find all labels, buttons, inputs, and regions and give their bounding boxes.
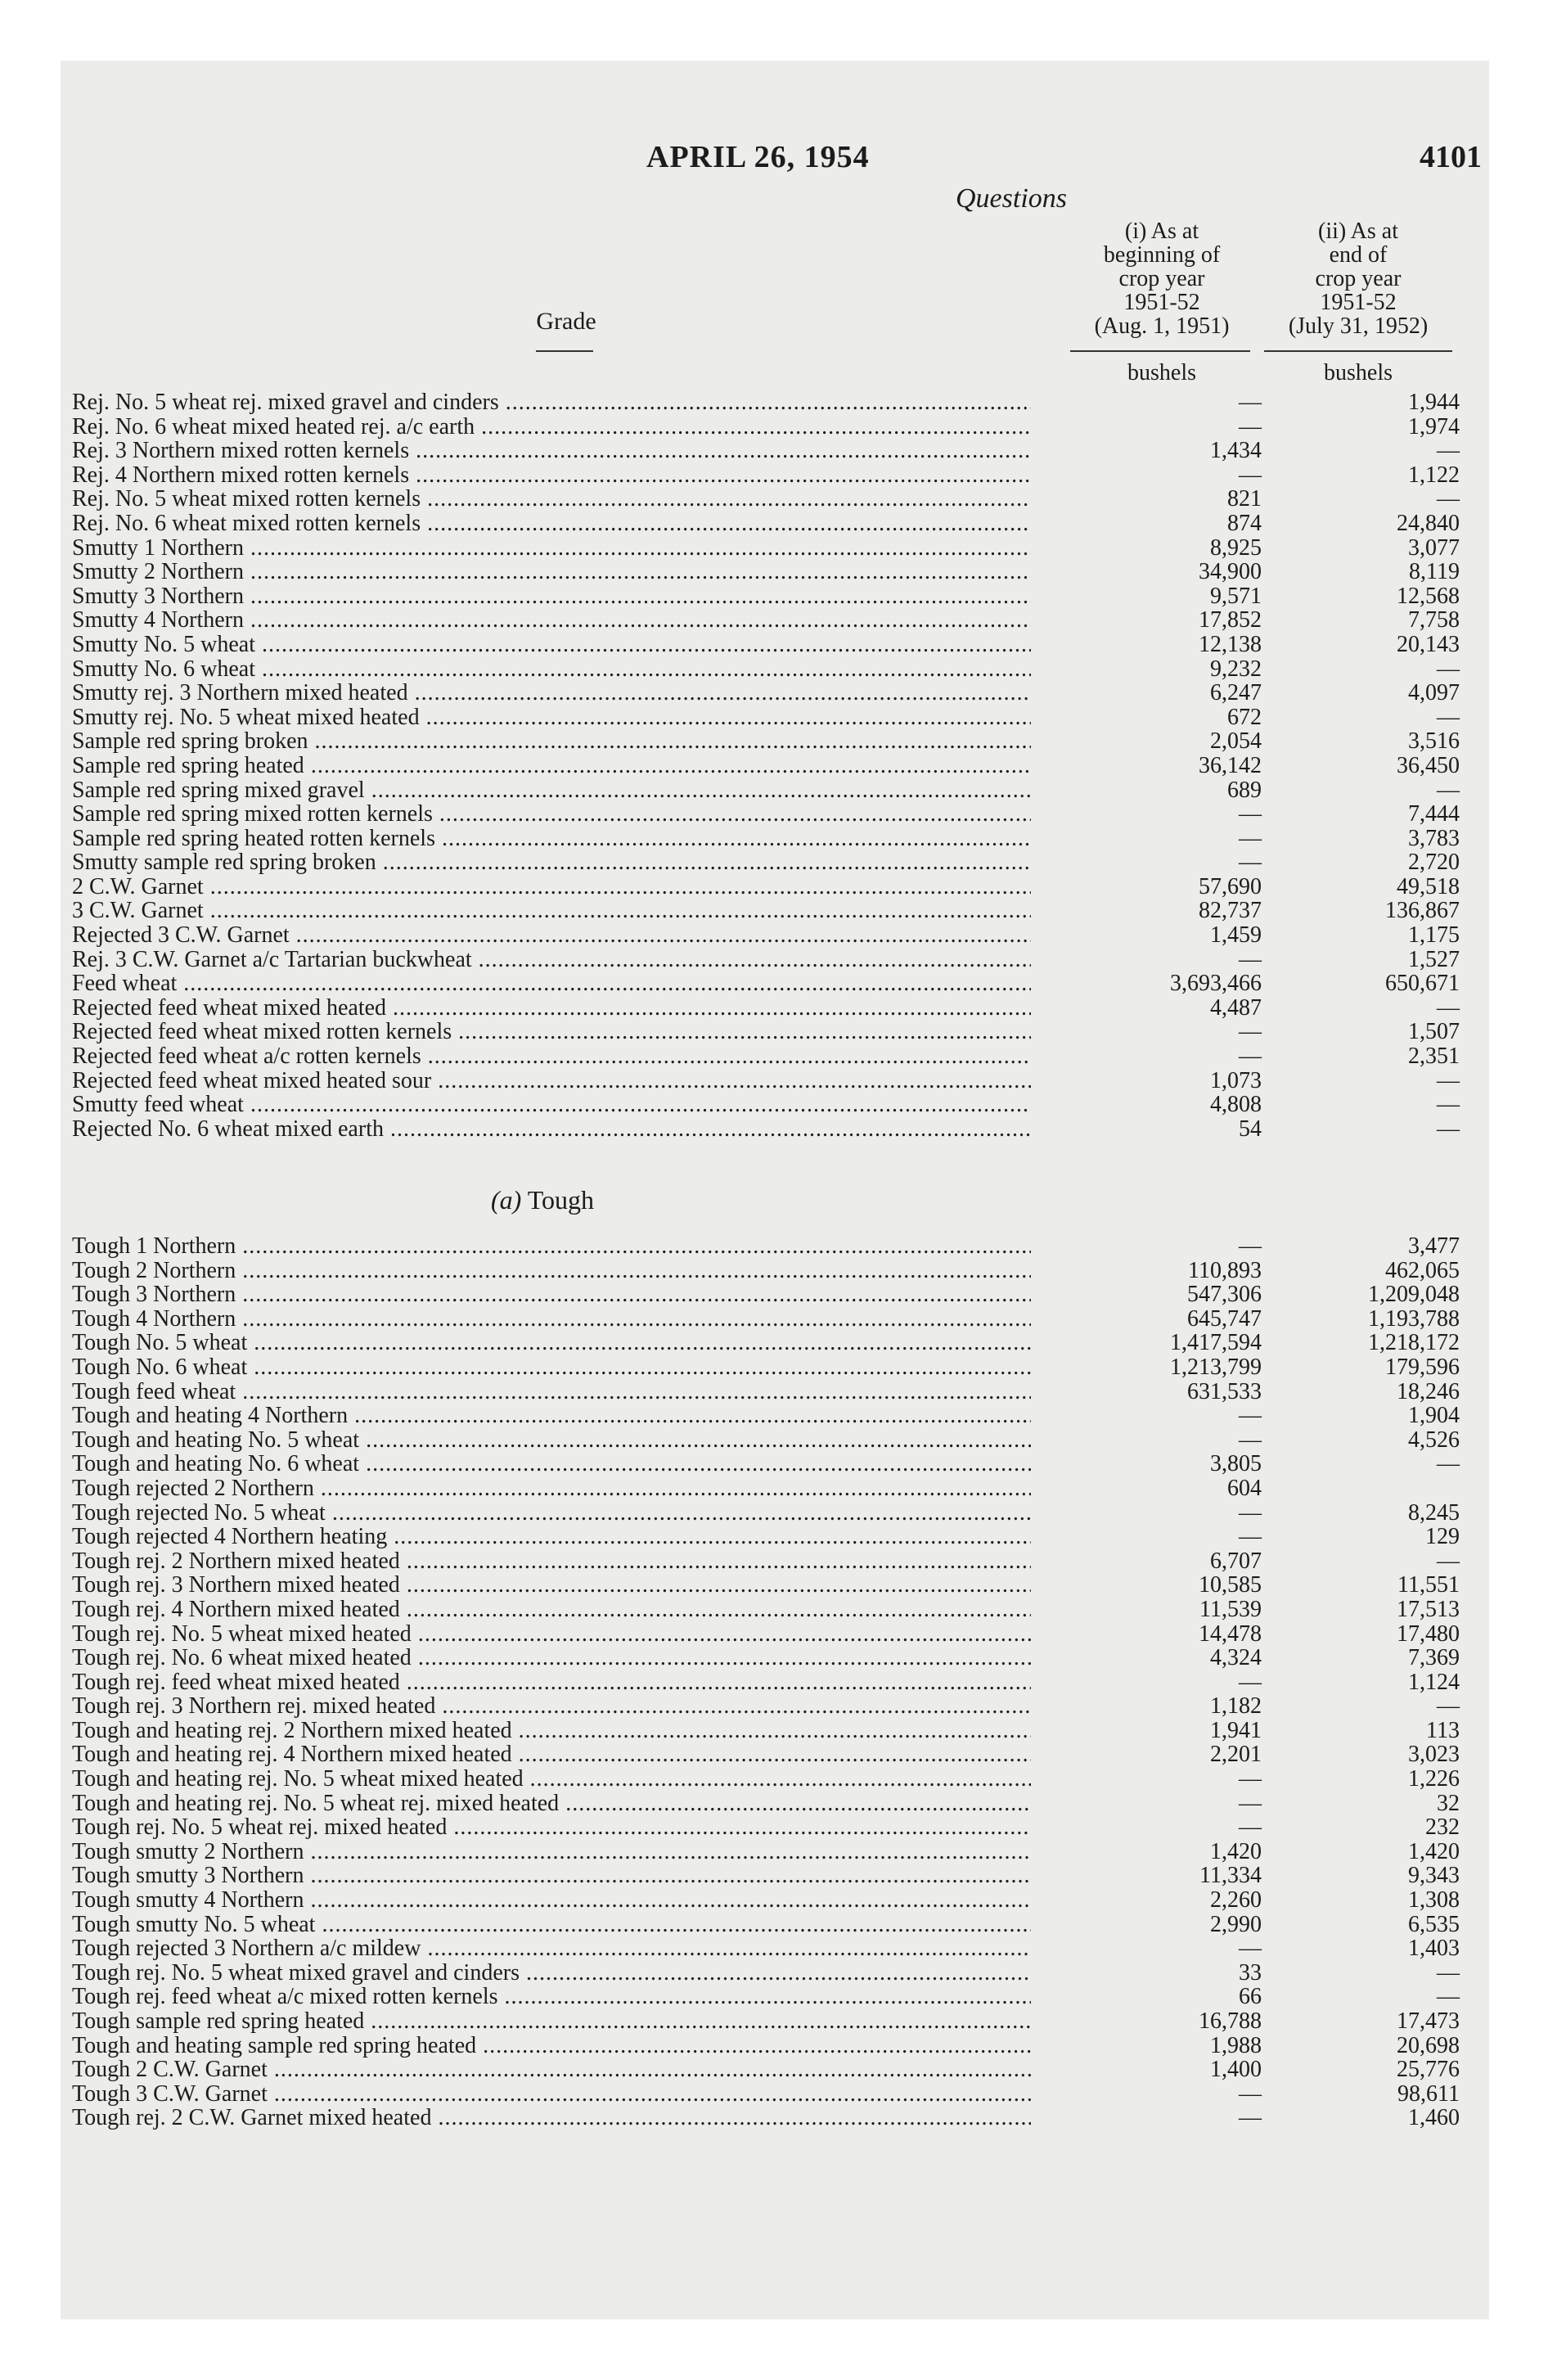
grade-cell: Sample red spring heated rotten kernels .....	[72, 827, 1031, 851]
table-row	[72, 439, 1487, 463]
table-row	[72, 1380, 1487, 1404]
beginning-bushels-cell: 1,417,594	[1170, 1330, 1262, 1356]
table-row	[72, 1573, 1487, 1598]
grade-cell: Tough rejected 4 Northern heating .....	[72, 1525, 1031, 1549]
grade-cell: Tough 1 Northern .....	[72, 1234, 1031, 1259]
end-bushels-cell: 32	[1437, 1790, 1460, 1816]
beginning-bushels-cell: 1,400	[1210, 2057, 1262, 2083]
table-row	[72, 1985, 1487, 2009]
beginning-bushels-cell: 33	[1239, 1959, 1262, 1986]
grade-cell: Rejected feed wheat mixed heated .....	[72, 996, 1031, 1021]
grade-cell: Tough rej. No. 5 wheat rej. mixed heated .....	[72, 1815, 1031, 1840]
end-bushels-cell: 2,351	[1408, 1044, 1460, 1070]
table-row	[72, 705, 1487, 730]
beginning-bushels-cell: 821	[1227, 486, 1262, 512]
grade-cell: Rejected feed wheat mixed rotten kernels .....	[72, 1020, 1031, 1044]
beginning-bushels-cell: 3,805	[1210, 1451, 1262, 1477]
end-bushels-cell: 24,840	[1397, 510, 1460, 536]
beginning-bushels-cell: —	[1239, 1019, 1262, 1045]
grade-cell: Tough and heating rej. 2 Northern mixed heated .....	[72, 1719, 1031, 1743]
beginning-bushels-cell: 645,747	[1187, 1305, 1262, 1332]
beginning-bushels-cell: 547,306	[1187, 1282, 1262, 1308]
end-bushels-cell: 98,611	[1397, 2080, 1460, 2107]
table-row	[72, 1234, 1487, 1259]
grade-cell: Tough rej. feed wheat mixed heated .....	[72, 1670, 1031, 1695]
end-bushels-cell: 4,097	[1408, 680, 1460, 706]
grade-cell: Tough smutty No. 5 wheat .....	[72, 1913, 1031, 1937]
table-row	[72, 948, 1487, 972]
end-bushels-cell: 1,944	[1408, 390, 1460, 415]
questions-title: Questions	[956, 183, 1067, 214]
end-bushels-cell: 18,246	[1397, 1378, 1460, 1404]
end-bushels-cell: 3,783	[1408, 825, 1460, 851]
end-bushels-cell: —	[1437, 1451, 1460, 1477]
end-bushels-cell: —	[1437, 704, 1460, 730]
end-bushels-cell: 1,507	[1408, 1019, 1460, 1045]
grade-cell: Rejected feed wheat mixed heated sour .....	[72, 1069, 1031, 1093]
end-bushels-cell: 1,209,048	[1368, 1282, 1460, 1308]
table-row	[72, 657, 1487, 682]
beginning-bushels-cell: 3,693,466	[1170, 971, 1262, 997]
grade-cell: Smutty 2 Northern .....	[72, 560, 1031, 584]
grade-column-header: Grade	[536, 308, 596, 335]
table-row	[72, 681, 1487, 705]
beginning-bushels-cell: —	[1239, 1524, 1262, 1550]
end-bushels-cell: 4,526	[1408, 1427, 1460, 1453]
col1-line5: (Aug. 1, 1951)	[1094, 313, 1230, 339]
grade-cell: Rejected feed wheat a/c rotten kernels .....	[72, 1044, 1031, 1069]
grade-cell: Rej. No. 5 wheat rej. mixed gravel and cinders .....	[72, 390, 1031, 415]
table-row	[72, 1961, 1487, 1986]
table-row	[72, 536, 1487, 561]
end-bushels-cell: —	[1437, 1548, 1460, 1574]
beginning-bushels-cell: 1,434	[1210, 438, 1262, 464]
grade-rule	[536, 350, 593, 352]
end-bushels-cell: 1,904	[1408, 1403, 1460, 1429]
end-bushels-cell: —	[1437, 777, 1460, 803]
end-bushels-cell: —	[1437, 1984, 1460, 2010]
beginning-bushels-cell: —	[1239, 801, 1262, 827]
end-bushels-cell: 3,516	[1408, 728, 1460, 755]
beginning-bushels-cell: —	[1239, 825, 1262, 851]
end-bushels-cell: 1,218,172	[1368, 1330, 1460, 1356]
beginning-bushels-cell: 874	[1227, 510, 1262, 536]
end-bushels-cell: 7,758	[1408, 607, 1460, 633]
grade-cell: Tough rejected No. 5 wheat .....	[72, 1501, 1031, 1526]
grade-cell: Tough rej. 3 Northern rej. mixed heated .....	[72, 1694, 1031, 1719]
beginning-bushels-cell: —	[1239, 946, 1262, 972]
grade-cell: Tough rej. 4 Northern mixed heated .....	[72, 1598, 1031, 1622]
beginning-bushels-cell: —	[1239, 1403, 1262, 1429]
beginning-bushels-cell: 66	[1239, 1984, 1262, 2010]
end-bushels-cell: 20,698	[1397, 2032, 1460, 2058]
table-row	[72, 2106, 1487, 2130]
table-row	[72, 1476, 1487, 1501]
table-row	[72, 1020, 1487, 1044]
grade-cell: Tough smutty 4 Northern .....	[72, 1888, 1031, 1913]
grade-cell: Smutty 1 Northern .....	[72, 536, 1031, 561]
beginning-bushels-cell: 12,138	[1199, 631, 1262, 657]
grade-cell: Tough and heating sample red spring heated .....	[72, 2034, 1031, 2058]
end-bushels-cell: 17,473	[1397, 2008, 1460, 2034]
table-row	[72, 512, 1487, 536]
table-row	[72, 802, 1487, 827]
grade-cell: Smutty feed wheat .....	[72, 1093, 1031, 1117]
table-row	[72, 487, 1487, 512]
col2-line1: (ii) As at	[1318, 219, 1398, 244]
table-row	[72, 584, 1487, 609]
tough-grade-table	[72, 1234, 1487, 2130]
grade-cell: Tough No. 5 wheat .....	[72, 1331, 1031, 1355]
table-row	[72, 2009, 1487, 2034]
grade-cell: Tough No. 6 wheat .....	[72, 1355, 1031, 1380]
grade-cell: Tough rej. 3 Northern mixed heated .....	[72, 1573, 1031, 1598]
grade-cell: Tough 3 Northern .....	[72, 1282, 1031, 1307]
beginning-bushels-cell: —	[1239, 1233, 1262, 1259]
beginning-bushels-cell: —	[1239, 850, 1262, 876]
page-number: 4101	[1420, 140, 1482, 174]
end-bushels-cell: —	[1437, 656, 1460, 682]
grade-cell: Smutty sample red spring broken .....	[72, 850, 1031, 875]
grade-cell: Rej. 3 C.W. Garnet a/c Tartarian buckwheat .....	[72, 948, 1031, 972]
beginning-bushels-cell: 34,900	[1199, 559, 1262, 585]
end-bushels-cell: 462,065	[1385, 1257, 1460, 1283]
beginning-bushels-cell: 631,533	[1187, 1378, 1262, 1404]
grade-cell: Tough 4 Northern .....	[72, 1307, 1031, 1332]
beginning-bushels-cell: —	[1239, 462, 1262, 488]
beginning-bushels-cell: 11,539	[1199, 1596, 1262, 1622]
table-row	[72, 1622, 1487, 1647]
beginning-bushels-cell: 6,707	[1210, 1548, 1262, 1574]
beginning-bushels-cell: 9,232	[1210, 656, 1262, 682]
beginning-bushels-cell: 11,334	[1199, 1863, 1262, 1889]
beginning-bushels-cell: 82,737	[1199, 898, 1262, 924]
table-row	[72, 633, 1487, 657]
beginning-bushels-cell: 1,182	[1210, 1693, 1262, 1720]
table-row	[72, 875, 1487, 899]
table-row	[72, 1840, 1487, 1864]
page-date: APRIL 26, 1954	[646, 140, 870, 174]
table-row	[72, 1742, 1487, 1767]
table-row	[72, 1282, 1487, 1307]
table-row	[72, 827, 1487, 851]
table-row	[72, 1646, 1487, 1670]
column-header-end	[1244, 219, 1473, 338]
beginning-bushels-cell: 1,941	[1210, 1717, 1262, 1743]
beginning-bushels-cell: 6,247	[1210, 680, 1262, 706]
beginning-bushels-cell: —	[1239, 1814, 1262, 1841]
tough-heading	[491, 1185, 594, 1215]
grade-cell: Smutty No. 6 wheat .....	[72, 657, 1031, 682]
grade-cell: Tough rej. feed wheat a/c mixed rotten kernels .....	[72, 1985, 1031, 2009]
end-bushels-cell: 1,193,788	[1368, 1305, 1460, 1332]
beginning-bushels-cell: 689	[1227, 777, 1262, 803]
grade-cell: Tough 2 C.W. Garnet .....	[72, 2058, 1031, 2082]
grade-cell: 3 C.W. Garnet .....	[72, 899, 1031, 923]
beginning-bushels-cell: 2,990	[1210, 1911, 1262, 1937]
table-row	[72, 850, 1487, 875]
tough-heading-text: Tough	[527, 1185, 595, 1215]
end-bushels-cell: 650,671	[1385, 971, 1460, 997]
beginning-bushels-cell: 57,690	[1199, 873, 1262, 899]
grade-cell: Sample red spring broken .....	[72, 729, 1031, 754]
col2-line5: (July 31, 1952)	[1288, 313, 1429, 339]
grade-cell: Tough sample red spring heated .....	[72, 2009, 1031, 2034]
table-row	[72, 1694, 1487, 1719]
table-row	[72, 1355, 1487, 1380]
grade-table	[72, 390, 1487, 1141]
beginning-bushels-cell: —	[1239, 1669, 1262, 1695]
grade-cell: Tough and heating rej. No. 5 wheat mixed heated .....	[72, 1767, 1031, 1792]
table-row	[72, 1719, 1487, 1743]
end-bushels-cell: 1,308	[1408, 1887, 1460, 1913]
grade-cell: Smutty rej. No. 5 wheat mixed heated .....	[72, 705, 1031, 730]
grade-cell: Tough 2 Northern .....	[72, 1259, 1031, 1283]
table-row	[72, 1307, 1487, 1332]
col1-line1: (i) As at	[1124, 219, 1199, 244]
grade-cell: Rej. No. 6 wheat mixed rotten kernels .....	[72, 512, 1031, 536]
end-bushels-cell: 8,119	[1409, 559, 1460, 585]
end-bushels-cell: —	[1437, 994, 1460, 1021]
table-row	[72, 923, 1487, 948]
table-row	[72, 1404, 1487, 1428]
beginning-bushels-cell: 14,478	[1199, 1620, 1262, 1647]
table-row	[72, 1044, 1487, 1069]
end-bushels-cell: 7,444	[1408, 801, 1460, 827]
table-row	[72, 1767, 1487, 1792]
end-bushels-cell: 6,535	[1408, 1911, 1460, 1937]
end-bushels-cell: 49,518	[1397, 873, 1460, 899]
beginning-bushels-cell: —	[1239, 1499, 1262, 1526]
end-bushels-cell: 1,124	[1408, 1669, 1460, 1695]
table-row	[72, 1452, 1487, 1476]
beginning-bushels-cell: 1,420	[1210, 1838, 1262, 1864]
grade-cell: Rej. 3 Northern mixed rotten kernels .....	[72, 439, 1031, 463]
grade-cell: Tough rej. No. 5 wheat mixed gravel and cinders .....	[72, 1961, 1031, 1986]
beginning-bushels-cell: —	[1239, 2080, 1262, 2107]
col2-rule	[1264, 350, 1452, 352]
end-bushels-cell: 232	[1425, 1814, 1460, 1841]
grade-cell: Tough and heating No. 6 wheat .....	[72, 1452, 1031, 1476]
table-row	[72, 1331, 1487, 1355]
end-bushels-cell: 1,460	[1408, 2105, 1460, 2131]
grade-cell: Rej. 4 Northern mixed rotten kernels .....	[72, 463, 1031, 488]
table-row	[72, 1501, 1487, 1526]
grade-cell: Tough rej. 2 Northern mixed heated .....	[72, 1549, 1031, 1574]
end-bushels-cell: —	[1437, 1067, 1460, 1093]
grade-cell: Rej. No. 5 wheat mixed rotten kernels .....	[72, 487, 1031, 512]
end-bushels-cell: 1,226	[1408, 1766, 1460, 1792]
grade-cell: Tough feed wheat .....	[72, 1380, 1031, 1404]
beginning-bushels-cell: 672	[1227, 704, 1262, 730]
table-row	[72, 1670, 1487, 1695]
end-bushels-cell: 129	[1425, 1524, 1460, 1550]
col1-line3: crop year	[1118, 266, 1205, 291]
beginning-bushels-cell: 4,808	[1210, 1092, 1262, 1118]
grade-cell: Tough 3 C.W. Garnet .....	[72, 2082, 1031, 2107]
beginning-bushels-cell: —	[1239, 413, 1262, 439]
end-bushels-cell: 3,477	[1408, 1233, 1460, 1259]
grade-cell: Rej. No. 6 wheat mixed heated rej. a/c earth .....	[72, 415, 1031, 439]
col1-rule	[1070, 350, 1250, 352]
beginning-bushels-cell: 604	[1227, 1475, 1262, 1501]
beginning-bushels-cell: —	[1239, 1766, 1262, 1792]
beginning-bushels-cell: 8,925	[1210, 534, 1262, 561]
table-row	[72, 463, 1487, 488]
table-row	[72, 1598, 1487, 1622]
col2-line2: end of	[1329, 242, 1388, 268]
col1-line2: beginning of	[1103, 242, 1221, 268]
beginning-bushels-cell: 2,054	[1210, 728, 1262, 755]
end-bushels-cell: —	[1437, 1092, 1460, 1118]
col2-unit: bushels	[1324, 360, 1393, 385]
table-row	[72, 1888, 1487, 1913]
end-bushels-cell: 12,568	[1397, 583, 1460, 609]
beginning-bushels-cell: 1,213,799	[1170, 1354, 1262, 1380]
beginning-bushels-cell: 9,571	[1210, 583, 1262, 609]
table-row	[72, 754, 1487, 778]
table-row	[72, 390, 1487, 415]
grade-cell: Tough rej. No. 6 wheat mixed heated .....	[72, 1646, 1031, 1670]
table-row	[72, 1549, 1487, 1574]
table-row	[72, 608, 1487, 633]
column-header-beginning	[1060, 219, 1264, 338]
beginning-bushels-cell: 17,852	[1199, 607, 1262, 633]
table-row	[72, 415, 1487, 439]
end-bushels-cell: —	[1437, 1959, 1460, 1986]
end-bushels-cell: 25,776	[1397, 2057, 1460, 2083]
end-bushels-cell: 17,480	[1397, 1620, 1460, 1647]
grade-cell: Feed wheat .....	[72, 971, 1031, 996]
grade-cell: Rejected No. 6 wheat mixed earth .....	[72, 1117, 1031, 1142]
table-row	[72, 1093, 1487, 1117]
end-bushels-cell: 3,023	[1408, 1742, 1460, 1768]
beginning-bushels-cell: —	[1239, 1790, 1262, 1816]
end-bushels-cell: 36,450	[1397, 752, 1460, 778]
grade-cell: Sample red spring mixed gravel .....	[72, 778, 1031, 803]
end-bushels-cell: 1,420	[1408, 1838, 1460, 1864]
end-bushels-cell: 1,974	[1408, 413, 1460, 439]
table-row	[72, 729, 1487, 754]
end-bushels-cell: 8,245	[1408, 1499, 1460, 1526]
grade-cell: Smutty rej. 3 Northern mixed heated .....	[72, 681, 1031, 705]
col2-line4: 1951-52	[1320, 290, 1397, 315]
table-row	[72, 560, 1487, 584]
beginning-bushels-cell: 10,585	[1199, 1572, 1262, 1598]
grade-cell: Tough and heating rej. 4 Northern mixed heated .....	[72, 1742, 1031, 1767]
table-row	[72, 899, 1487, 923]
table-row	[72, 1936, 1487, 1961]
end-bushels-cell: 11,551	[1397, 1572, 1460, 1598]
table-row	[72, 778, 1487, 803]
table-row	[72, 996, 1487, 1021]
grade-cell: Tough smutty 3 Northern .....	[72, 1864, 1031, 1888]
end-bushels-cell: —	[1437, 1116, 1460, 1142]
end-bushels-cell: 1,122	[1408, 462, 1460, 488]
end-bushels-cell: 136,867	[1385, 898, 1460, 924]
table-row	[72, 1069, 1487, 1093]
beginning-bushels-cell: 2,201	[1210, 1742, 1262, 1768]
tough-heading-label: (a)	[491, 1185, 522, 1215]
grade-cell: Tough rej. 2 C.W. Garnet mixed heated .....	[72, 2106, 1031, 2130]
end-bushels-cell: 20,143	[1397, 631, 1460, 657]
beginning-bushels-cell: —	[1239, 1044, 1262, 1070]
beginning-bushels-cell: 1,459	[1210, 922, 1262, 949]
beginning-bushels-cell: —	[1239, 1936, 1262, 1962]
end-bushels-cell: —	[1437, 1693, 1460, 1720]
grade-cell: Sample red spring heated .....	[72, 754, 1031, 778]
table-row	[72, 971, 1487, 996]
table-row	[72, 1792, 1487, 1816]
end-bushels-cell: 113	[1426, 1717, 1460, 1743]
table-row	[72, 2034, 1487, 2058]
table-row	[72, 1913, 1487, 1937]
grade-cell: Rejected 3 C.W. Garnet .....	[72, 923, 1031, 948]
end-bushels-cell: 9,343	[1408, 1863, 1460, 1889]
grade-cell: Tough and heating rej. No. 5 wheat rej. mixed heated .....	[72, 1792, 1031, 1816]
end-bushels-cell: 7,369	[1408, 1645, 1460, 1671]
end-bushels-cell: 1,175	[1408, 922, 1460, 949]
grade-cell: Smutty No. 5 wheat .....	[72, 633, 1031, 657]
grade-cell: Tough smutty 2 Northern .....	[72, 1840, 1031, 1864]
beginning-bushels-cell: 4,487	[1210, 994, 1262, 1021]
beginning-bushels-cell: —	[1239, 390, 1262, 415]
grade-cell: Tough rej. No. 5 wheat mixed heated .....	[72, 1622, 1031, 1647]
beginning-bushels-cell: 16,788	[1199, 2008, 1262, 2034]
grade-cell: Tough rejected 3 Northern a/c mildew .....	[72, 1936, 1031, 1961]
table-row	[72, 1815, 1487, 1840]
end-bushels-cell: 1,403	[1408, 1936, 1460, 1962]
table-row	[72, 1259, 1487, 1283]
beginning-bushels-cell: —	[1239, 2105, 1262, 2131]
end-bushels-cell: 17,513	[1397, 1596, 1460, 1622]
end-bushels-cell: —	[1437, 438, 1460, 464]
grade-cell: Tough and heating No. 5 wheat .....	[72, 1428, 1031, 1453]
col1-line4: 1951-52	[1123, 290, 1200, 315]
table-row	[72, 2082, 1487, 2107]
grade-cell: Tough and heating 4 Northern .....	[72, 1404, 1031, 1428]
grade-cell: Smutty 3 Northern .....	[72, 584, 1031, 609]
end-bushels-cell: —	[1437, 486, 1460, 512]
col2-line3: crop year	[1315, 266, 1402, 291]
beginning-bushels-cell: 1,988	[1210, 2032, 1262, 2058]
grade-cell: Tough rejected 2 Northern .....	[72, 1476, 1031, 1501]
end-bushels-cell: 3,077	[1408, 534, 1460, 561]
end-bushels-cell: 179,596	[1385, 1354, 1460, 1380]
grade-cell: Sample red spring mixed rotten kernels .....	[72, 802, 1031, 827]
table-row	[72, 1525, 1487, 1549]
end-bushels-cell: 2,720	[1408, 850, 1460, 876]
table-row	[72, 1117, 1487, 1142]
beginning-bushels-cell: 4,324	[1210, 1645, 1262, 1671]
end-bushels-cell: 1,527	[1408, 946, 1460, 972]
beginning-bushels-cell: 1,073	[1210, 1067, 1262, 1093]
beginning-bushels-cell: 2,260	[1210, 1887, 1262, 1913]
table-row	[72, 1428, 1487, 1453]
grade-cell: Smutty 4 Northern .....	[72, 608, 1031, 633]
beginning-bushels-cell: —	[1239, 1427, 1262, 1453]
beginning-bushels-cell: 54	[1239, 1116, 1262, 1142]
beginning-bushels-cell: 110,893	[1188, 1257, 1262, 1283]
beginning-bushels-cell: 36,142	[1199, 752, 1262, 778]
grade-cell: 2 C.W. Garnet .....	[72, 875, 1031, 899]
col1-unit: bushels	[1127, 360, 1196, 385]
table-row	[72, 1864, 1487, 1888]
table-row	[72, 2058, 1487, 2082]
